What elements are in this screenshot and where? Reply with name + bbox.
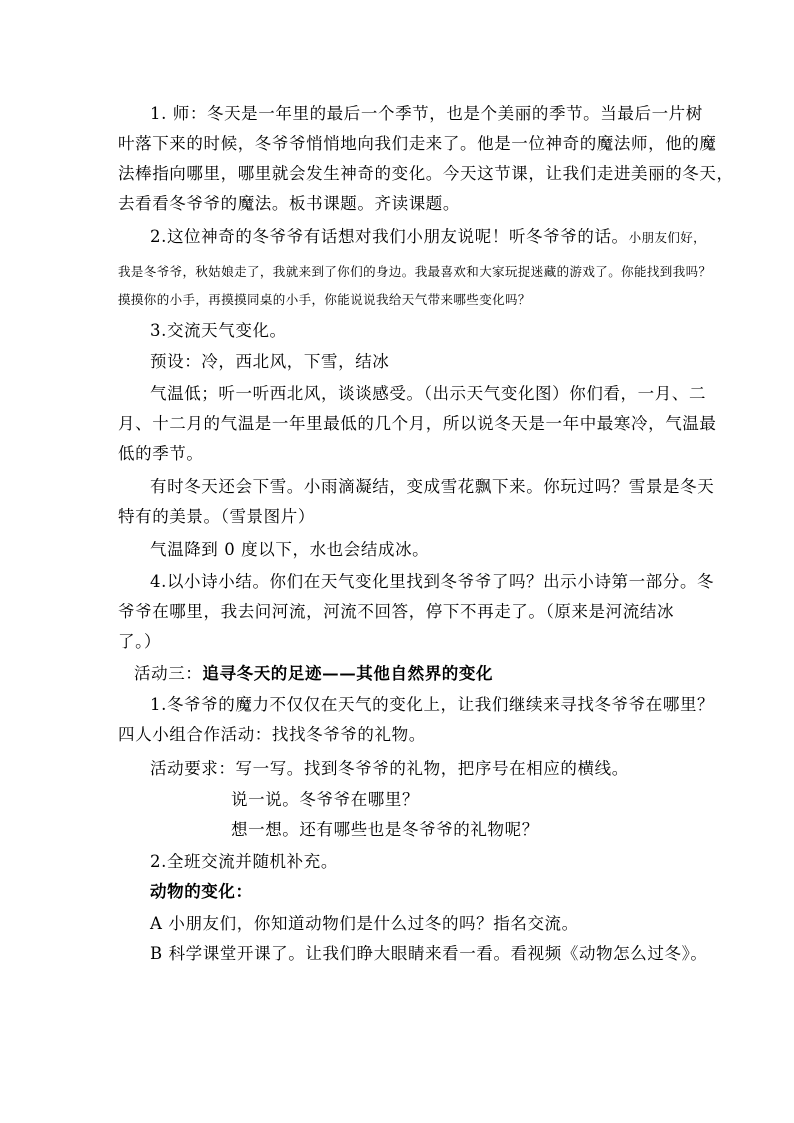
- paragraph-10: 活动要求：写一写。找到冬爷爷的礼物，把序号在相应的横线。: [150, 759, 629, 778]
- paragraph-2-line-2: 我是冬爷爷，秋姑娘走了，我就来到了你们的身边。我最喜欢和大家玩捉迷藏的游戏了。你能找到我吗？: [118, 264, 712, 279]
- paragraph-9-line-2: 四人小组合作活动：找找冬爷爷的礼物。: [118, 725, 426, 744]
- paragraph-1-line-2: 叶落下来的时候，冬爷爷悄悄地向我们走来了。他是一位神奇的魔法师，他的魔: [118, 134, 717, 153]
- paragraph-6-line-2: 特有的美景。（雪景图片）: [118, 507, 315, 526]
- activity-3-title: 追寻冬天的足迹——其他自然界的变化: [202, 664, 494, 683]
- activity-3-heading: [134, 664, 493, 684]
- paragraph-16: B 科学课堂开课了。让我们睁大眼睛来看一看。看视频《动物怎么过冬》。: [150, 944, 708, 963]
- paragraph-5-line-1: 气温低；听一听西北风，谈谈感受。（出示天气变化图）你们看，一月、二: [150, 384, 707, 403]
- paragraph-14: 动物的变化：: [150, 882, 253, 901]
- paragraph-3: 3.交流天气变化。: [150, 321, 287, 340]
- paragraph-7: 气温降到 0 度以下，水也会结成冰。: [150, 540, 430, 559]
- paragraph-4: 预设：冷，西北风，下雪，结冰: [150, 352, 390, 371]
- paragraph-6-line-1: 有时冬天还会下雪。小雨滴凝结，变成雪花飘下来。你玩过吗？雪景是冬天: [150, 477, 715, 496]
- paragraph-1-line-1: 1. 师：冬天是一年里的最后一个季节，也是个美丽的季节。当最后一片树: [150, 104, 703, 123]
- paragraph-1-line-3: 法棒指向哪里，哪里就会发生神奇的变化。今天这节课，让我们走进美丽的冬天，: [118, 164, 734, 183]
- paragraph-5-line-2: 月、十二月的气温是一年里最低的几个月，所以说冬天是一年中最寒冷，气温最: [118, 414, 717, 433]
- paragraph-2-line-3: 摸摸你的小手，再摸摸同桌的小手，你能说说我给天气带来哪些变化吗？: [118, 292, 531, 307]
- paragraph-8-line-1: 4.以小诗小结。你们在天气变化里找到冬爷爷了吗？出示小诗第一部分。冬: [150, 572, 715, 591]
- paragraph-12: 想一想。还有哪些也是冬爷爷的礼物呢？: [231, 820, 539, 839]
- paragraph-8-line-3: 了。）: [118, 632, 162, 651]
- paragraph-9-line-1: 1.冬爷爷的魔力不仅仅在天气的变化上，让我们继续来寻找冬爷爷在哪里？: [150, 695, 715, 714]
- paragraph-11: 说一说。冬爷爷在哪里？: [231, 790, 420, 809]
- paragraph-8-line-2: 爷爷在哪里，我去问河流，河流不回答，停下不再走了。（原来是河流结冰: [118, 602, 675, 621]
- paragraph-2-small-text: 小朋友们好，: [628, 230, 707, 245]
- activity-3-prefix: 活动三：: [134, 664, 203, 683]
- paragraph-2-main-text: 2.这位神奇的冬爷爷有话想对我们小朋友说呢！听冬爷爷的话。: [150, 227, 629, 246]
- paragraph-2-line-1: [150, 227, 706, 248]
- paragraph-13: 2.全班交流并随机补充。: [150, 852, 338, 871]
- paragraph-1-line-4: 去看看冬爷爷的魔法。板书课题。齐读课题。: [118, 194, 460, 213]
- paragraph-15: A 小朋友们，你知道动物们是什么过冬的吗？指名交流。: [150, 914, 579, 933]
- paragraph-5-line-3: 低的季节。: [118, 444, 204, 463]
